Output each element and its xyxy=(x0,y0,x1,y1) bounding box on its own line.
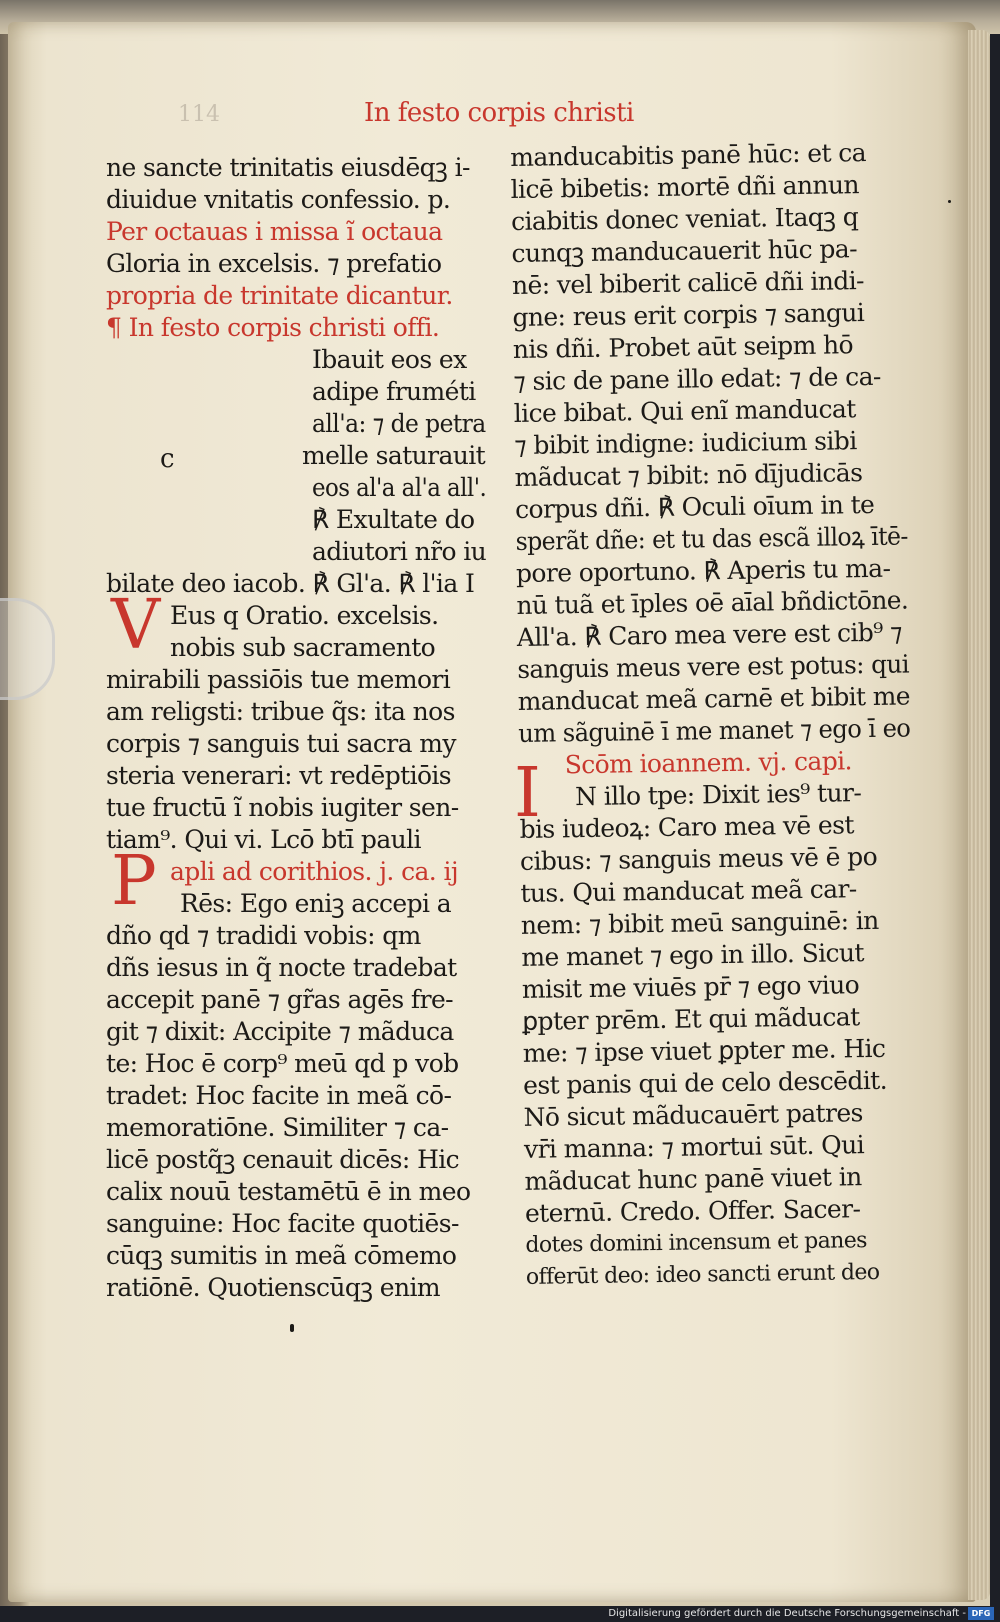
text-line: offerūt deo: ideo sancti erunt deo xyxy=(525,1259,880,1290)
text-line: ne sancte trinitatis eiusdēqꝫ i- xyxy=(106,153,470,182)
initial-letter-p: P xyxy=(111,842,157,921)
text-line: misit me viuēs pr̄ ⁊ ego viuo xyxy=(521,970,860,1004)
text-line: Ibauit eos ex xyxy=(312,345,467,374)
text-line: tradet: Hoc facite in meã cō- xyxy=(106,1081,452,1110)
rubric-line: Scōm ioannem. vj. capi. xyxy=(564,746,853,780)
text-line: N illo tpe: Dixit ies⁹ tur- xyxy=(574,778,862,812)
text-line: mãducat ⁊ bibit: nō dījudicās xyxy=(514,458,863,492)
text-line: sanguine: Hoc facite quotiēs- xyxy=(106,1209,459,1238)
text-line: nem: ⁊ bibit meū sanguinē: in xyxy=(520,905,879,940)
text-line: dño qd ⁊ tradidi vobis: qm xyxy=(106,921,421,950)
text-line: nis dñi. Probet aūt seipm hō xyxy=(512,330,854,364)
text-line: dñs iesus in q̃ nocte tradebat xyxy=(106,953,457,982)
page-fore-edge xyxy=(968,30,990,1600)
text-line: Eus q Oratio. excelsis. xyxy=(170,601,439,630)
text-line: gne: reus erit corpis ⁊ sangui xyxy=(512,298,865,332)
digitization-credit: Digitalisierung gefördert durch die Deutsche Forschungsgemeinschaft - xyxy=(608,1608,966,1619)
text-line: tiam⁹. Qui vi. Lcō btī pauli xyxy=(106,825,421,854)
text-line: nū tuã et īples oē aīal bñdictōne. xyxy=(516,585,909,620)
text-line: git ⁊ dixit: Accipite ⁊ mãduca xyxy=(106,1017,454,1046)
text-line: adipe fruméti xyxy=(312,377,476,406)
text-line: corpus dñi. ℟ Oculi oīum in te xyxy=(514,489,875,524)
text-line: ⁊ bibit indigne: iudicium sibi xyxy=(514,426,857,460)
text-line: pore oportuno. ℟ Aperis tu ma- xyxy=(515,553,891,588)
text-line: corpis ⁊ sanguis tui sacra my xyxy=(106,729,456,758)
margin-note: c xyxy=(160,444,175,474)
text-line: All'a. ℟ Caro mea vere est cib⁹ ⁊ xyxy=(516,617,903,652)
text-line: te: Hoc ē corp⁹ meū qd p vob xyxy=(106,1049,459,1078)
text-line: cūqꝫ sumitis in meã cōmemo xyxy=(106,1241,457,1270)
rubric-line: ¶ In festo corpis christi offi. xyxy=(106,313,440,342)
text-line: bilate deo iacob. ℟ Gl'a. ℟ l'ia I xyxy=(106,569,475,598)
text-line: ⁊ sic de pane illo edat: ⁊ de ca- xyxy=(513,361,881,396)
text-line: nē: vel biberit calicē dñi indi- xyxy=(511,266,865,300)
text-line: Gloria in excelsis. ⁊ prefatio xyxy=(106,249,442,278)
ink-speck xyxy=(290,1324,294,1332)
text-line: eos al'a al'a all'. xyxy=(312,473,487,502)
folio-number: 114 xyxy=(178,102,220,127)
ink-speck xyxy=(948,200,951,203)
text-line: nobis sub sacramento xyxy=(170,633,436,662)
text-line: me: ⁊ ipse viuet ꝑpter me. Hic xyxy=(522,1033,886,1068)
initial-letter-v: V xyxy=(111,586,161,665)
text-line: all'a: ⁊ de petra xyxy=(312,409,486,438)
text-line: mãducat hunc panē viuet in xyxy=(524,1162,862,1196)
text-line: accepit panē ⁊ gr̃as agēs fre- xyxy=(106,985,453,1014)
text-line: tus. Qui manducat meã car- xyxy=(520,874,857,908)
left-text-column xyxy=(106,152,486,1304)
text-line: manducabitis panē hūc: et ca xyxy=(510,138,867,172)
text-line: vr̄i manna: ⁊ mortui sūt. Qui xyxy=(523,1130,865,1164)
text-line: tue fructū ĩ nobis iugiter sen- xyxy=(106,793,459,822)
text-line: Nō sicut mãducauērt patres xyxy=(523,1098,863,1132)
dfg-logo: DFG xyxy=(968,1607,994,1620)
text-line: ratiōnē. Quotienscūqꝫ enim xyxy=(106,1273,440,1302)
text-line: lice bibat. Qui enĩ manducat xyxy=(513,394,856,428)
text-line: melle saturauit xyxy=(302,441,486,470)
text-line: manducat meã carnē et bibit me xyxy=(517,681,911,716)
text-line: memoratiōne. Similiter ⁊ ca- xyxy=(106,1113,449,1142)
text-line: um sãguinē ī me manet ⁊ ego ī eo xyxy=(518,713,911,748)
text-line: bis iudeoꝝ: Caro mea vē est xyxy=(519,810,854,844)
rubric-line: propria de trinitate dicantur. xyxy=(106,281,453,310)
right-text-column xyxy=(510,137,918,1294)
text-line: Rēs: Ego eniꝫ accepi a xyxy=(180,889,452,918)
text-line: sperãt dñe: et tu das escã illoꝝ ītē- xyxy=(515,521,909,556)
text-line: me manet ⁊ ego in illo. Sicut xyxy=(521,938,865,972)
text-line: diuidue vnitatis confessio. p. xyxy=(106,185,451,214)
text-line: mirabili passiōis tue memori xyxy=(106,665,451,694)
text-line: ꝑpter prēm. Et qui mãducat xyxy=(522,1002,860,1036)
rubric-line: apli ad corithios. j. ca. ij xyxy=(170,857,459,886)
text-line: cunqꝫ manducauerit hūc pa- xyxy=(511,234,858,268)
text-line: eternū. Credo. Offer. Sacer- xyxy=(524,1194,861,1228)
text-line: est panis qui de celo descēdit. xyxy=(522,1065,888,1100)
text-line: steria venerari: vt redēptiōis xyxy=(106,761,452,790)
running-title: In festo corpis christi xyxy=(364,98,634,128)
text-line: am religsti: tribue q̃s: ita nos xyxy=(106,697,455,726)
text-line: adiutori nr̃o iu xyxy=(312,537,487,566)
text-line: ℟ Exultate do xyxy=(312,505,475,534)
text-line: cibus: ⁊ sanguis meus vē ē po xyxy=(519,841,878,876)
text-line: ciabitis donec veniat. Itaqꝫ q xyxy=(510,202,859,236)
text-line: calix nouū testamētū ē in meo xyxy=(106,1177,471,1206)
text-line: sanguis meus vere est potus: qui xyxy=(517,649,910,684)
initial-letter-i: I xyxy=(514,754,541,833)
text-line: licē postq̃ꝫ cenauit dicēs: Hic xyxy=(106,1145,460,1174)
text-line: licē bibetis: mortē dñi annun xyxy=(510,170,860,204)
text-line: dotes domini incensum et panes xyxy=(525,1228,868,1258)
rubric-line: Per octauas i missa ĩ octaua xyxy=(106,217,443,246)
